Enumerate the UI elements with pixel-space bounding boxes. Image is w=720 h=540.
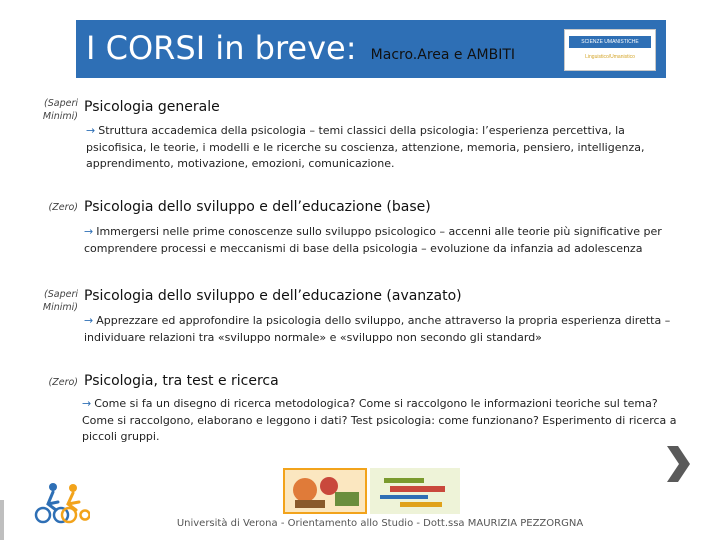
chevron-right-icon[interactable] <box>664 446 690 482</box>
arrow-right-icon: → <box>84 225 94 238</box>
badge-bottom-label: Linguistico/Umanistico <box>585 54 635 60</box>
tag-line: Minimi) <box>42 302 78 313</box>
tag-line: Minimi) <box>42 111 78 122</box>
arrow-right-icon: → <box>86 124 96 137</box>
area-badge <box>564 29 656 71</box>
course-level-tag <box>0 376 78 389</box>
course-level-tag <box>0 201 78 214</box>
course-description-text: Apprezzare ed approfondire la psicologia dello sviluppo, anche attraverso la propria esperienza diretta – individuare relazioni tra «sviluppo normale» e «sviluppo non secondo gli standard» <box>84 314 671 344</box>
course-description <box>84 224 684 257</box>
course-description-text: Come si fa un disegno di ricerca metodologica? Come si raccolgono le informazioni teoriche sul tema? Come si raccolgono, elaborano e leggono i dati? Test psicologia: come funzionano? Esperimento di ricerca a piccoli gruppi. <box>82 397 677 443</box>
course-title: Psicologia generale <box>84 99 220 115</box>
title-main: I CORSI in breve: <box>86 29 357 67</box>
page-title <box>86 26 515 77</box>
course-description-text: Struttura accademica della psicologia – temi classici della psicologia: l’esperienza percettiva, la psicofisica, le teorie, i modelli e le ricerche su coscienza, attenzione, memoria, pensiero, intelligenza, apprendimento, motivazione, emozioni, comunicazione. <box>86 124 645 170</box>
course-title: Psicologia, tra test e ricerca <box>84 373 279 389</box>
course-level-tag <box>0 288 78 314</box>
course-title: Psicologia dello sviluppo e dell’educazione (base) <box>84 199 431 215</box>
title-subtitle: Macro.Area e AMBITI <box>370 47 516 63</box>
arrow-right-icon: → <box>84 314 94 327</box>
header-banner <box>76 20 666 78</box>
tag-line: (Zero) <box>48 202 78 213</box>
course-title: Psicologia dello sviluppo e dell’educazione (avanzato) <box>84 288 462 304</box>
tag-line: (Zero) <box>48 377 78 388</box>
illustration-image <box>283 468 367 514</box>
course-description <box>86 123 676 173</box>
word-cloud-image <box>370 468 460 514</box>
course-description <box>82 396 687 446</box>
tag-line: (Saperi <box>44 289 78 300</box>
tag-line: (Saperi <box>44 98 78 109</box>
course-description <box>84 313 689 346</box>
badge-top-label: SCIENZE UMANISTICHE <box>569 36 651 48</box>
course-description-text: Immergersi nelle prime conoscenze sullo sviluppo psicologico – accenni alle teorie più significative per comprendere processi e meccanismi di base della psicologia – evoluzione da infanzia ad adolescenza <box>84 225 662 255</box>
arrow-right-icon: → <box>82 397 92 410</box>
course-level-tag <box>0 97 78 123</box>
footer-text: Università di Verona - Orientamento allo Studio - Dott.ssa MAURIZIA PEZZORGNA <box>176 518 584 529</box>
